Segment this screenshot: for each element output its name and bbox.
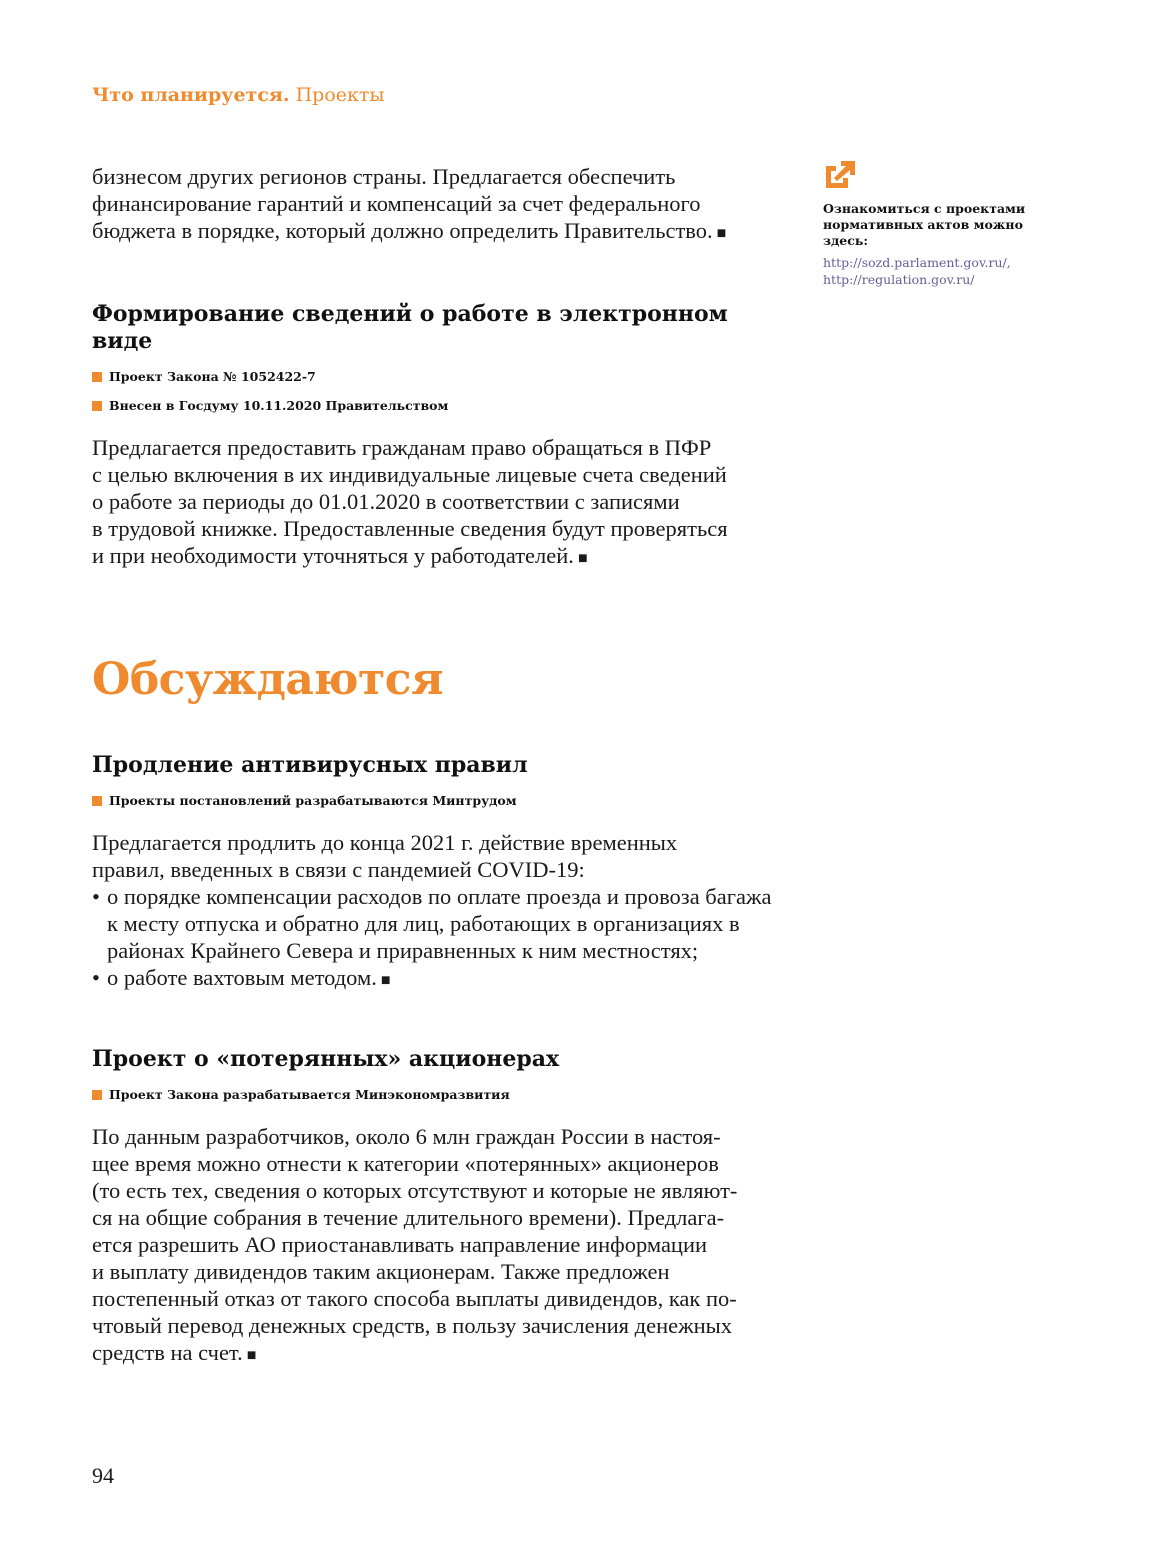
paragraph-line: Предлагается продлить до конца 2021 г. действие временных	[92, 830, 678, 855]
main-column	[92, 163, 772, 1369]
external-link-icon[interactable]	[823, 157, 857, 191]
meta-item: Проект Закона разрабатывается Минэкономразвития	[92, 1087, 772, 1103]
end-mark: ■	[380, 972, 391, 989]
link-regulation[interactable]: http://regulation.gov.ru/	[823, 272, 975, 287]
paragraph-line: Предлагается предоставить гражданам право обращаться в ПФР	[92, 435, 712, 460]
end-mark: ■	[577, 550, 588, 567]
shareholders-paragraph	[92, 1123, 772, 1369]
antivirus-paragraph	[92, 829, 772, 994]
paragraph-line: и выплату дивидендов таким акционерам. Также предложен	[92, 1259, 670, 1284]
paragraph-line: с целью включения в их индивидуальные лицевые счета сведений	[92, 462, 727, 487]
bullet-item: • о порядке компенсации расходов по оплате проезда и провоза багажа к месту отпуска и обратно для лиц, работающих в организациях в районах Крайнего Севера и приравненных к ним местностях;	[92, 883, 772, 964]
link-sozd[interactable]: http://sozd.parlament.gov.ru/,	[823, 255, 1011, 270]
paragraph-line: (то есть тех, сведения о которых отсутствуют и которые не являют-	[92, 1178, 738, 1203]
paragraph-line: постепенный отказ от такого способа выплаты дивидендов, как по-	[92, 1286, 737, 1311]
paragraph-line: ется разрешить АО приостанавливать направление информации	[92, 1232, 708, 1257]
paragraph-line: По данным разработчиков, около 6 млн граждан России в настоя-	[92, 1124, 721, 1149]
section-heading-discussed: Обсуждаются	[92, 654, 444, 705]
orange-square-icon	[92, 372, 102, 382]
paragraph-line: и при необходимости уточняться у работодателей. ■	[92, 543, 588, 568]
sidebar-text: Ознакомиться с проектами нормативных актов можно здесь:	[823, 201, 1026, 248]
paragraph-line: чтовый перевод денежных средств, в пользу зачисления денежных	[92, 1313, 733, 1338]
running-head	[92, 84, 385, 106]
intro-line: бизнесом других регионов страны. Предлагается обеспечить	[92, 164, 676, 189]
end-mark: ■	[716, 225, 727, 242]
bullet-item: • о работе вахтовым методом. ■	[92, 964, 772, 994]
orange-square-icon	[92, 1090, 102, 1100]
intro-line: финансирование гарантий и компенсаций за счет федерального	[92, 191, 701, 216]
running-head-subsection: Проекты	[295, 84, 385, 106]
section-title-antivirus: Продление антивирусных правил	[92, 752, 528, 778]
page-number: 94	[92, 1463, 114, 1488]
orange-square-icon	[92, 796, 102, 806]
orange-square-icon	[92, 401, 102, 411]
meta-item: Внесен в Госдуму 10.11.2020 Правительством	[92, 398, 772, 414]
intro-line: бюджета в порядке, который должно определить Правительство. ■	[92, 218, 727, 243]
electronic-paragraph	[92, 434, 772, 572]
sidebar-note	[823, 157, 1053, 288]
section-title-shareholders: Проект о «потерянных» акционерах	[92, 1046, 560, 1072]
section-title-electronic: Формирование сведений о работе в электронном виде	[92, 301, 728, 354]
paragraph-line: о работе за периоды до 01.01.2020 в соответствии с записями	[92, 489, 680, 514]
running-head-section: Что планируется.	[92, 84, 290, 106]
paragraph-line: щее время можно отнести к категории «потерянных» акционеров	[92, 1151, 719, 1176]
meta-item: Проект Закона № 1052422-7	[92, 369, 772, 385]
meta-item: Проекты постановлений разрабатываются Минтрудом	[92, 793, 772, 809]
paragraph-line: средств на счет. ■	[92, 1340, 257, 1365]
paragraph-line: правил, введенных в связи с пандемией COVID-19:	[92, 857, 585, 882]
bullet-list	[92, 883, 772, 994]
intro-paragraph	[92, 163, 772, 247]
end-mark: ■	[246, 1347, 257, 1364]
paragraph-line: ся на общие собрания в течение длительного времени). Предлага-	[92, 1205, 725, 1230]
paragraph-line: в трудовой книжке. Предоставленные сведения будут проверяться	[92, 516, 728, 541]
